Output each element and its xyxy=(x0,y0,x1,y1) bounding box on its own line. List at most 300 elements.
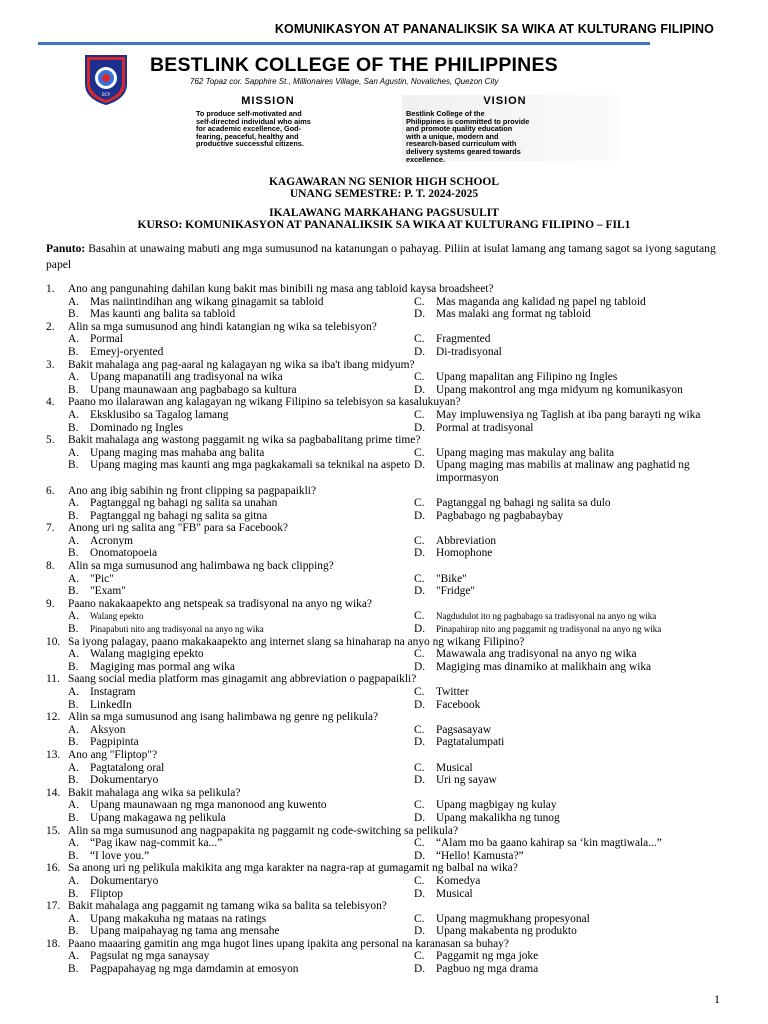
option-letter: B. xyxy=(68,623,79,636)
answer-option xyxy=(414,774,734,787)
answer-option xyxy=(68,837,414,850)
question-number: 8. xyxy=(46,560,55,573)
option-letter: A. xyxy=(68,837,80,850)
option-text: Pagsulat ng mga sanaysay xyxy=(90,950,210,963)
option-letter: C. xyxy=(414,408,425,421)
answer-option xyxy=(414,371,734,384)
option-letter: D. xyxy=(414,585,426,598)
answer-option xyxy=(68,573,414,586)
option-row xyxy=(0,875,768,888)
option-letter: A. xyxy=(68,686,80,698)
answer-option xyxy=(414,308,734,321)
option-text: Upang makagawa ng pelikula xyxy=(90,811,226,824)
question-stem xyxy=(0,711,768,724)
option-row xyxy=(0,888,768,901)
question-text: Ano ang "Fliptop"? xyxy=(68,748,158,761)
option-text: Upang makontrol ang mga midyum ng komunikasyon xyxy=(436,383,683,396)
question-stem xyxy=(0,359,768,372)
answer-option xyxy=(414,850,734,863)
question-item xyxy=(0,560,768,598)
option-letter: A. xyxy=(68,799,80,812)
option-letter: B. xyxy=(68,774,79,787)
option-row xyxy=(0,459,768,484)
option-text: Upang maging mas makulay ang balita xyxy=(436,446,615,459)
option-text: Dokumentaryo xyxy=(90,774,159,787)
option-text: Onomatopoeia xyxy=(90,547,158,560)
option-letter: A. xyxy=(68,648,80,661)
school-address: 762 Topaz cor. Sapphire St., Millionaires Village, San Agustin, Novaliches, Quezon City xyxy=(190,77,499,86)
option-letter: C. xyxy=(414,572,425,585)
option-row xyxy=(0,850,768,863)
answer-option xyxy=(68,888,414,901)
option-letter: C. xyxy=(414,648,425,661)
option-letter: C. xyxy=(414,446,425,459)
question-number: 12. xyxy=(46,711,61,724)
option-letter: D. xyxy=(414,383,426,396)
answer-option xyxy=(68,308,414,321)
option-text: Upang mapanatili ang tradisyonal na wika xyxy=(90,371,283,384)
question-text: Sa iyong palagay, paano makakaapekto ang internet slang sa hinaharap na anyo ng wikang Filipino? xyxy=(68,635,525,648)
answer-option xyxy=(414,950,734,963)
option-text: Paggamit ng mga joke xyxy=(436,950,539,963)
question-number: 4. xyxy=(46,396,55,409)
instructions-text: Basahin at unawaing mabuti ang mga sumusunod na katanungan o pahayag. Piliin at isulat lamang ang tamang sagot sa iyong sagutang papel xyxy=(46,242,716,271)
option-text: Upang maging mas kaunti ang mga pagkakamali sa teknikal na aspeto xyxy=(90,459,411,472)
option-text: Mas maganda ang kalidad ng papel ng tabloid xyxy=(436,295,646,308)
course-title: KURSO: KOMUNIKASYON AT PANANALIKSIK SA WIKA AT KULTURANG FILIPINO – FIL1 xyxy=(137,219,631,231)
answer-option xyxy=(68,774,414,787)
statement-line: excellence. xyxy=(406,154,445,164)
option-text: Walang epekto xyxy=(90,611,144,622)
option-text: Upang maunawaan ang pagbabago sa kultura xyxy=(90,383,297,396)
school-seal-icon xyxy=(84,54,128,106)
question-stem xyxy=(0,938,768,951)
answer-option xyxy=(414,547,734,560)
statement-line: for academic excellence, God- xyxy=(196,124,302,134)
option-text: Walang magiging epekto xyxy=(90,648,204,661)
question-text: Anong uri ng salita ang "FB" para sa Facebook? xyxy=(68,522,288,535)
question-item xyxy=(0,636,768,674)
option-row xyxy=(0,422,768,435)
answer-option xyxy=(414,799,734,812)
option-letter: A. xyxy=(68,761,80,774)
question-item xyxy=(0,359,768,397)
option-text: Homophone xyxy=(436,547,493,560)
answer-option xyxy=(68,799,414,812)
option-letter: C. xyxy=(414,333,425,346)
question-item xyxy=(0,522,768,560)
statement-line: productive successful citizens. xyxy=(196,139,304,149)
option-letter: A. xyxy=(68,874,80,887)
option-text: Pagtanggal ng bahagi ng salita sa dulo xyxy=(436,497,611,510)
answer-option xyxy=(414,447,734,460)
option-letter: B. xyxy=(68,736,79,749)
option-text: Mas malaki ang format ng tabloid xyxy=(436,308,591,321)
question-text: Saang social media platform mas ginagamit ang abbreviation o pagpapaikli? xyxy=(68,673,417,686)
answer-option xyxy=(414,384,734,397)
answer-option xyxy=(68,875,414,888)
option-row xyxy=(0,610,768,623)
option-letter: C. xyxy=(414,723,425,736)
question-text: Paano nakakaapekto ang netspeak sa tradisyonal na anyo ng wika? xyxy=(68,597,372,610)
course-banner: KOMUNIKASYON AT PANANALIKSIK SA WIKA AT KULTURANG FILIPINO xyxy=(274,22,714,36)
answer-option xyxy=(414,409,734,422)
answer-option xyxy=(68,623,414,636)
option-row xyxy=(0,736,768,749)
option-letter: B. xyxy=(68,421,79,434)
option-letter: B. xyxy=(68,698,79,711)
option-letter: C. xyxy=(414,497,425,510)
option-row xyxy=(0,497,768,510)
option-text: Pagsasayaw xyxy=(436,723,492,736)
answer-option xyxy=(414,913,734,926)
question-stem xyxy=(0,862,768,875)
option-letter: A. xyxy=(68,497,80,510)
answer-option xyxy=(68,384,414,397)
statement-line: self-directed individual who aims xyxy=(196,116,311,126)
option-letter: B. xyxy=(68,925,79,938)
question-text: Alin sa mga sumusunod ang nagpapakita ng paggamit ng code-switching sa pelikula? xyxy=(68,824,459,837)
question-item xyxy=(0,283,768,321)
option-text: Upang magbigay ng kulay xyxy=(436,799,557,812)
option-letter: C. xyxy=(414,610,425,623)
option-letter: D. xyxy=(414,547,426,560)
option-text: Pagbuo ng mga drama xyxy=(436,963,539,976)
question-stem xyxy=(0,825,768,838)
option-text: Acronym xyxy=(90,534,134,547)
option-row xyxy=(0,963,768,976)
option-text: Upang maipahayag ng tama ang mensahe xyxy=(90,925,280,938)
question-stem xyxy=(0,673,768,686)
option-letter: B. xyxy=(68,308,79,321)
option-text: "Exam" xyxy=(90,585,126,598)
option-letter: B. xyxy=(68,811,79,824)
option-letter: D. xyxy=(414,887,426,900)
option-letter: A. xyxy=(68,295,80,308)
question-item xyxy=(0,396,768,434)
option-text: Upang makakuha ng mataas na ratings xyxy=(90,912,267,925)
option-row xyxy=(0,535,768,548)
option-letter: D. xyxy=(414,623,426,636)
option-row xyxy=(0,762,768,775)
option-row xyxy=(0,547,768,560)
option-letter: D. xyxy=(414,925,426,938)
option-row xyxy=(0,661,768,674)
vision-text xyxy=(406,110,604,163)
option-text: Dominado ng Ingles xyxy=(90,421,184,434)
question-item xyxy=(0,862,768,900)
statement-line: and promote quality education xyxy=(406,124,513,134)
semester-heading: UNANG SEMESTRE: P. T. 2024-2025 xyxy=(289,188,479,200)
question-number: 2. xyxy=(46,320,55,333)
option-row xyxy=(0,686,768,699)
option-text: Mas kaunti ang balita sa tabloid xyxy=(90,308,236,321)
answer-option xyxy=(414,573,734,586)
answer-option xyxy=(68,296,414,309)
question-item xyxy=(0,938,768,976)
option-letter: C. xyxy=(414,799,425,812)
option-text: Upang makabenta ng produkto xyxy=(436,925,577,938)
answer-option xyxy=(414,585,734,598)
answer-option xyxy=(414,497,734,510)
answer-option xyxy=(68,510,414,523)
department-heading: KAGAWARAN NG SENIOR HIGH SCHOOL xyxy=(268,176,500,188)
instructions xyxy=(46,241,728,273)
question-item xyxy=(0,598,768,636)
question-text: Alin sa mga sumusunod ang hindi katangian ng wika sa telebisyon? xyxy=(68,320,377,333)
option-row xyxy=(0,371,768,384)
option-text: Magiging mas pormal ang wika xyxy=(90,660,235,673)
option-letter: D. xyxy=(414,774,426,787)
option-letter: A. xyxy=(68,446,80,459)
question-number: 6. xyxy=(46,484,55,497)
option-text: "Pic" xyxy=(90,572,114,585)
answer-option xyxy=(414,724,734,737)
answer-option xyxy=(68,913,414,926)
answer-option xyxy=(68,724,414,737)
answer-option xyxy=(414,888,734,901)
question-stem xyxy=(0,321,768,334)
mission-block xyxy=(166,95,370,148)
question-number: 18. xyxy=(46,937,61,950)
question-item xyxy=(0,321,768,359)
option-letter: C. xyxy=(414,295,425,308)
question-text: Alin sa mga sumusunod ang halimbawa ng back clipping? xyxy=(68,560,334,573)
option-text: Upang maging mas mahaba ang balita xyxy=(90,446,265,459)
option-row xyxy=(0,699,768,712)
option-text: Pormal at tradisyonal xyxy=(436,421,534,434)
option-text: Fragmented xyxy=(436,333,491,346)
header-divider xyxy=(38,42,650,45)
question-stem xyxy=(0,598,768,611)
option-letter: B. xyxy=(68,887,79,900)
answer-option xyxy=(68,762,414,775)
option-row xyxy=(0,384,768,397)
mission-text xyxy=(166,110,370,148)
option-letter: B. xyxy=(68,547,79,560)
option-letter: D. xyxy=(414,849,426,862)
mission-title: MISSION xyxy=(241,95,295,107)
option-text: Facebook xyxy=(436,698,481,711)
option-row xyxy=(0,510,768,523)
answer-option xyxy=(414,837,734,850)
answer-option xyxy=(414,661,734,674)
answer-option xyxy=(68,497,414,510)
question-item xyxy=(0,787,768,825)
answer-option xyxy=(414,296,734,309)
option-text: Upang mapalitan ang Filipino ng Ingles xyxy=(436,371,618,384)
question-item xyxy=(0,900,768,938)
option-row xyxy=(0,346,768,359)
question-number: 16. xyxy=(46,862,61,875)
option-row xyxy=(0,623,768,636)
option-letter: A. xyxy=(68,572,80,585)
question-stem xyxy=(0,560,768,573)
option-text: Uri ng sayaw xyxy=(436,774,497,787)
answer-option xyxy=(68,409,414,422)
answer-option xyxy=(68,447,414,460)
question-text: Bakit mahalaga ang pag-aaral ng kalagayan ng wika sa iba't ibang midyum? xyxy=(68,358,415,371)
option-letter: C. xyxy=(414,874,425,887)
option-letter: B. xyxy=(68,585,79,598)
option-text: Pagpapahayag ng mga damdamin at emosyon xyxy=(90,963,299,976)
option-text: Komedya xyxy=(436,874,481,887)
answer-option xyxy=(68,699,414,712)
option-row xyxy=(0,333,768,346)
answer-option xyxy=(68,950,414,963)
question-stem xyxy=(0,485,768,498)
option-text: Upang maging mas mabilis at malinaw ang paghatid ng impormasyon xyxy=(436,459,690,484)
option-letter: A. xyxy=(68,371,80,384)
answer-option xyxy=(68,535,414,548)
vision-title: VISION xyxy=(483,95,527,107)
option-text: Pinapahirap nito ang paggamit ng tradisyonal na anyo ng wika xyxy=(436,624,662,635)
question-stem xyxy=(0,396,768,409)
question-item xyxy=(0,749,768,787)
question-stem xyxy=(0,522,768,535)
option-text: Nagdudulot ito ng pagbabago sa tradisyonal na anyo ng wika xyxy=(436,611,657,622)
option-row xyxy=(0,913,768,926)
option-letter: D. xyxy=(414,660,426,673)
question-text: Paano maaaring gamitin ang mga hugot lines upang ipakita ang personal na karanasan sa buhay? xyxy=(68,937,509,950)
option-letter: B. xyxy=(68,383,79,396)
option-text: Pagtanggal ng bahagi ng salita sa unahan xyxy=(90,497,278,510)
option-row xyxy=(0,573,768,586)
option-row xyxy=(0,409,768,422)
answer-option xyxy=(414,686,734,699)
question-stem xyxy=(0,283,768,296)
answer-option xyxy=(414,648,734,661)
question-text: Paano mo ilalarawan ang kalagayan ng wikang Filipino sa telebisyon sa kasalukuyan? xyxy=(68,396,461,409)
option-text: Pagpipinta xyxy=(90,736,139,749)
answer-option xyxy=(414,699,734,712)
option-letter: B. xyxy=(68,963,79,976)
question-number: 10. xyxy=(46,635,61,648)
option-letter: C. xyxy=(414,950,425,963)
option-text: “Pag ikaw nag-commit ka...” xyxy=(90,837,223,850)
answer-option xyxy=(414,762,734,775)
option-letter: D. xyxy=(414,308,426,321)
option-letter: D. xyxy=(414,736,426,749)
answer-option xyxy=(68,850,414,863)
answer-option xyxy=(414,623,734,636)
option-letter: C. xyxy=(414,371,425,384)
option-text: Upang magmukhang propesyonal xyxy=(436,912,590,925)
statement-line: To produce self-motivated and xyxy=(196,109,302,118)
option-text: "Bike" xyxy=(436,572,467,585)
option-letter: B. xyxy=(68,660,79,673)
answer-option xyxy=(68,661,414,674)
question-number: 7. xyxy=(46,522,55,535)
question-stem xyxy=(0,900,768,913)
question-text: Bakit mahalaga ang paggamit ng tamang wika sa balita sa telebisyon? xyxy=(68,900,387,913)
question-text: Sa anong uri ng pelikula makikita ang mga karakter na nagra-rap at gumagamit ng balbal na wika? xyxy=(68,862,518,875)
option-letter: D. xyxy=(414,509,426,522)
question-stem xyxy=(0,636,768,649)
svg-text:BCP: BCP xyxy=(102,92,110,97)
option-letter: C. xyxy=(414,912,425,925)
question-item xyxy=(0,673,768,711)
statement-line: research-based curriculum with xyxy=(406,139,517,149)
answer-option xyxy=(68,812,414,825)
answer-option xyxy=(414,812,734,825)
option-letter: B. xyxy=(68,509,79,522)
option-text: Magiging mas dinamiko at malikhain ang wika xyxy=(436,660,652,673)
answer-option xyxy=(68,333,414,346)
option-text: Di-tradisyonal xyxy=(436,345,502,358)
option-row xyxy=(0,812,768,825)
option-letter: C. xyxy=(414,686,425,698)
option-text: Upang makalikha ng tunog xyxy=(436,811,560,824)
option-row xyxy=(0,648,768,661)
option-letter: A. xyxy=(68,534,80,547)
option-letter: C. xyxy=(414,761,425,774)
option-row xyxy=(0,296,768,309)
question-stem xyxy=(0,749,768,762)
question-number: 1. xyxy=(46,283,55,295)
option-row xyxy=(0,447,768,460)
page-number: 1 xyxy=(714,992,720,1006)
option-letter: A. xyxy=(68,912,80,925)
statement-line: Bestlink College of the xyxy=(406,109,485,118)
option-text: May impluwensiya ng Taglish at iba pang barayti ng wika xyxy=(436,408,701,421)
option-row xyxy=(0,308,768,321)
option-text: Fliptop xyxy=(90,887,123,900)
question-item xyxy=(0,825,768,863)
option-text: Instagram xyxy=(90,686,136,698)
option-letter: D. xyxy=(414,963,426,976)
answer-option xyxy=(68,547,414,560)
option-text: Mas naiintindihan ang wikang ginagamit sa tabloid xyxy=(90,295,324,308)
option-row xyxy=(0,724,768,737)
school-name: BESTLINK COLLEGE OF THE PHILIPPINES xyxy=(150,54,558,76)
question-text: Alin sa mga sumusunod ang isang halimbawa ng genre ng pelikula? xyxy=(68,711,379,724)
option-row xyxy=(0,585,768,598)
answer-option xyxy=(414,963,734,976)
question-stem xyxy=(0,434,768,447)
option-letter: D. xyxy=(414,698,426,711)
option-text: Mawawala ang tradisyonal na anyo ng wika xyxy=(436,648,637,661)
question-text: Ano ang ibig sabihin ng front clipping sa pagpapaikli? xyxy=(68,484,317,497)
option-letter: A. xyxy=(68,408,80,421)
option-text: Pagtatalong oral xyxy=(90,761,165,774)
answer-option xyxy=(414,422,734,435)
answer-option xyxy=(68,686,414,699)
answer-option xyxy=(68,610,414,623)
answer-option xyxy=(414,925,734,938)
answer-option xyxy=(414,459,734,484)
question-number: 3. xyxy=(46,358,55,371)
answer-option xyxy=(68,346,414,359)
question-item xyxy=(0,434,768,484)
option-text: Emeyj-oryented xyxy=(90,345,164,358)
option-letter: B. xyxy=(68,459,79,472)
question-number: 5. xyxy=(46,434,55,447)
option-letter: B. xyxy=(68,345,79,358)
option-text: Abbreviation xyxy=(436,534,497,547)
instructions-label: Panuto: xyxy=(46,242,86,255)
option-text: Pagtanggal ng bahagi ng salita sa gitna xyxy=(90,509,268,522)
option-text: Musical xyxy=(436,761,473,774)
option-row xyxy=(0,774,768,787)
option-text: "Fridge" xyxy=(436,585,476,598)
answer-option xyxy=(68,736,414,749)
question-number: 15. xyxy=(46,824,61,837)
answer-option xyxy=(68,648,414,661)
option-row xyxy=(0,837,768,850)
option-row xyxy=(0,925,768,938)
answer-option xyxy=(414,333,734,346)
